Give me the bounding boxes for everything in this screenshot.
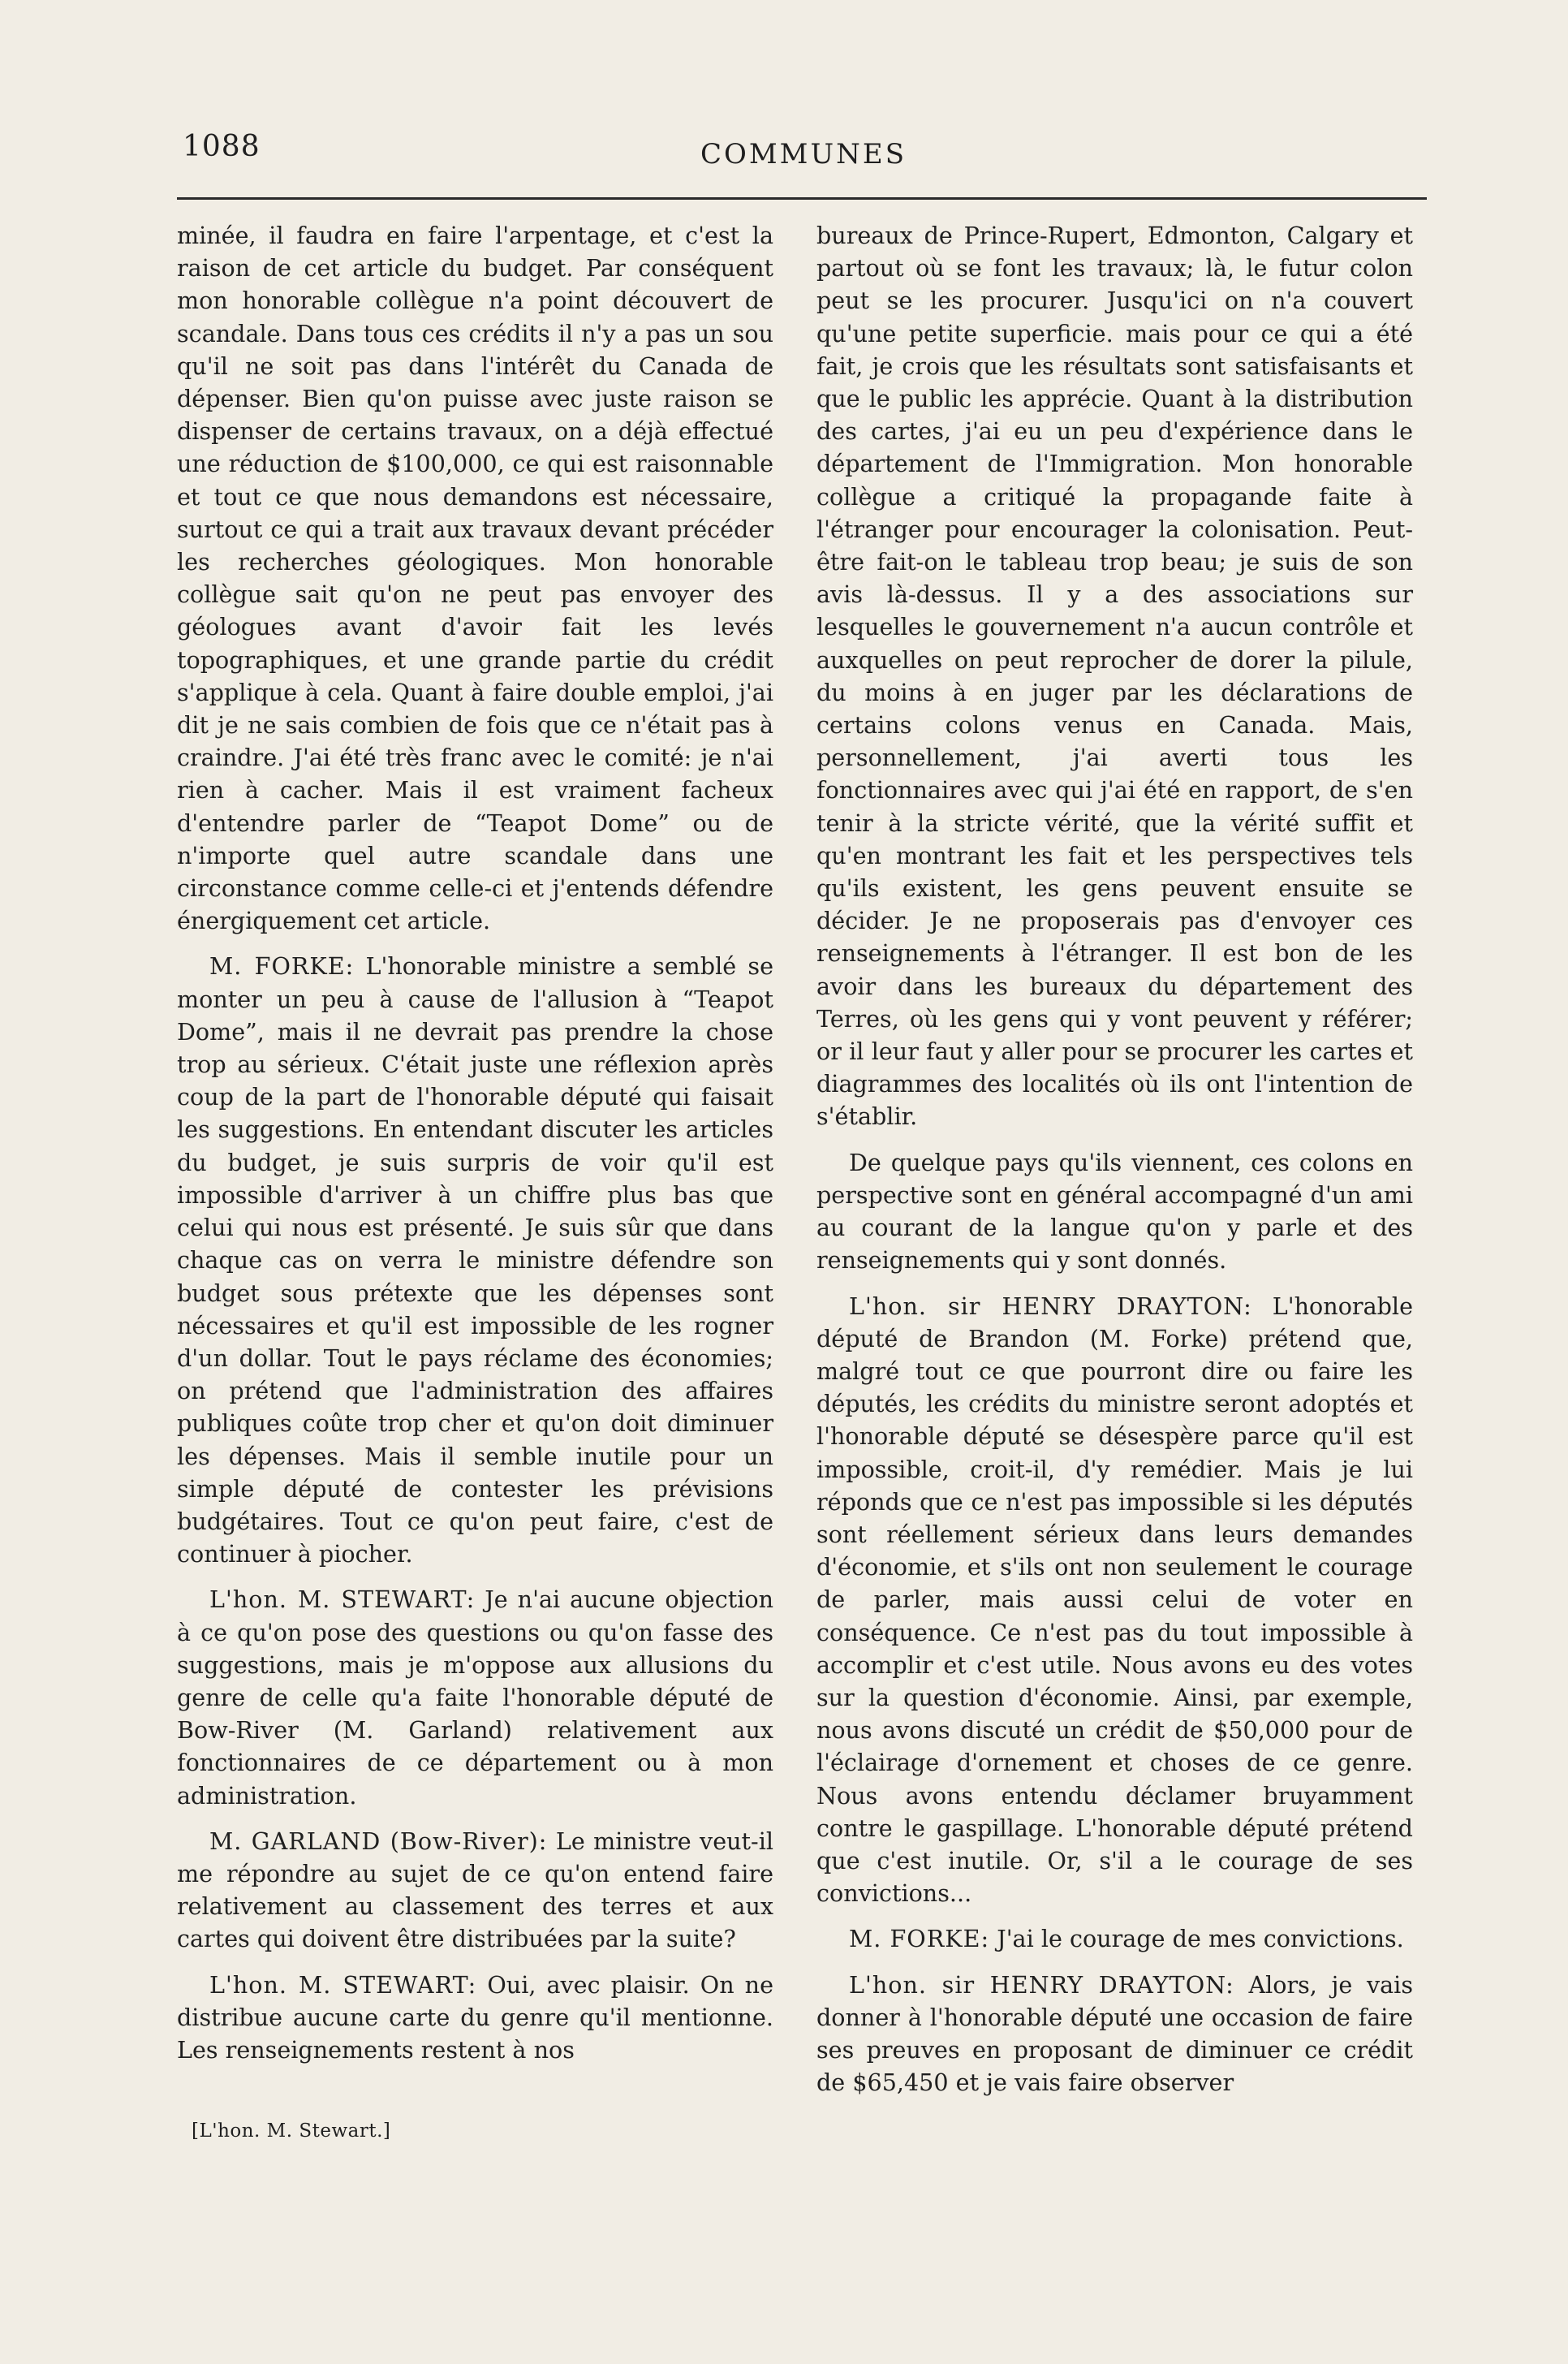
speech-text: J'ai le courage de mes convictions. — [997, 1925, 1404, 1953]
speaker-name: L'hon. sir HENRY DRAYTON: — [849, 1292, 1252, 1320]
paragraph — [177, 950, 773, 1570]
speaker-name: L'hon. sir HENRY DRAYTON: — [849, 1970, 1234, 1999]
speaker-name: M. GARLAND (Bow-River): — [209, 1827, 548, 1855]
left-column — [177, 219, 773, 2281]
footer-attribution: [L'hon. M. Stewart.] — [192, 2120, 391, 2142]
speech-text: Oui, avec plaisir. On ne distribue aucune carte du genre qu'il mentionne. Les renseignements restent à nos — [177, 1970, 774, 2064]
paragraph: minée, il faudra en faire l'arpentage, et c'est la raison de cet article du budget. Par conséquent mon honorable collègue n'a point découvert de scandale. Dans tous ces crédits il n'y a pas un sou qu'il ne soit pas dans l'intérêt du Canada de dépenser. Bien qu'on puisse avec juste raison se dispenser de certains travaux, on a déjà effectué une réduction de $100,000, ce qui est raisonnable et tout ce que nous demandons est nécessaire, surtout ce qui a trait aux travaux devant précéder les recherches géologiques. Mon honorable collègue sait qu'on ne peut pas envoyer des géologues avant d'avoir fait les levés topographiques, et une grande partie du crédit s'applique à cela. Quant à faire double emploi, j'ai dit je ne sais combien de fois que ce n'était pas à craindre. J'ai été très franc avec le comité: je n'ai rien à cacher. Mais il est vraiment facheux d'entendre parler de “Teapot Dome” ou de n'importe quel autre scandale dans une circonstance comme celle-ci et j'entends défendre énergiquement cet article. — [177, 222, 773, 935]
speaker-name: L'hon. M. STEWART: — [209, 1970, 477, 1999]
page-header — [183, 130, 1424, 187]
speech-text: Alors, je vais donner à l'honorable député une occasion de faire ses preuves en proposant de diminuer ce crédit de $65,450 et je vais faire observer — [816, 1970, 1413, 2097]
paragraph — [816, 1922, 1413, 1955]
speech-text: Le ministre veut-il me répondre au sujet de ce qu'on entend faire relativement au classement des terres et aux cartes qui doivent être distribuées par la suite? — [177, 1827, 773, 1953]
paragraph — [816, 1290, 1413, 1910]
paragraph: bureaux de Prince-Rupert, Edmonton, Calgary et partout où se font les travaux; là, le futur colon peut se les procurer. Jusqu'ici on n'a couvert qu'une petite superficie. mais pour ce qui a été fait, je crois que les résultats sont satisfaisants et que le public les apprécie. Quant à la distribution des cartes, j'ai eu un peu d'expérience dans le département de l'Immigration. Mon honorable collègue a critiqué la propagande faite à l'étranger pour encourager la colonisation. Peut-être fait-on le tableau trop beau; je suis de son avis là-dessus. Il y a des associations sur lesquelles le gouvernement n'a aucun contrôle et auxquelles on peut reprocher de dorer la pilule, du moins à en juger par les déclarations de certains colons venus en Canada. Mais, personnellement, j'ai averti tous les fonctionnaires avec qui j'ai été en rapport, de s'en tenir à la stricte vérité, que la vérité suffit et qu'en montrant les fait et les perspectives tels qu'ils existent, les gens peuvent ensuite se décider. Je ne proposerais pas d'envoyer ces renseignements à l'étranger. Il est bon de les avoir dans les bureaux du département des Terres, où les gens qui y vont peuvent y référer; or il leur faut y aller pour se procurer les cartes et diagrammes des localités où ils ont l'intention de s'établir. — [816, 222, 1413, 1131]
speech-text: Je n'ai aucune objection à ce qu'on pose des questions ou qu'on fasse des suggestions, mais je m'oppose aux allusions du genre de celle qu'a faite l'honorable député de Bow-River (M. Garland) relativement aux fonctionnaires de ce département ou à mon administration. — [177, 1585, 774, 1810]
right-column — [816, 219, 1413, 2281]
page-number: 1088 — [183, 130, 261, 163]
speech-text: L'honorable député de Brandon (M. Forke) prétend que, malgré tout ce que pourront dire ou faire les députés, les crédits du ministre seront adoptés et l'honorable député se désespère parce qu'il est impossible, croit-il, d'y remédier. Mais je lui réponds que ce n'est pas impossible si les députés sont réellement sérieux dans leurs demandes d'économie, et s'ils ont non seulement le courage de parler, mais aussi celui de voter en conséquence. Ce n'est pas du tout impossible à accomplir et c'est utile. Nous avons eu des votes sur la question d'économie. Ainsi, par exemple, nous avons discuté un crédit de $50,000 pour de l'éclairage d'ornement et choses de ce genre. Nous avons entendu déclamer bruyamment contre le gaspillage. L'honorable député prétend que c'est inutile. Or, s'il a le courage de ses convictions... — [816, 1292, 1413, 1908]
speaker-name: M. FORKE: — [209, 952, 355, 981]
speaker-name: M. FORKE: — [849, 1925, 990, 1953]
paragraph: De quelque pays qu'ils viennent, ces colons en perspective sont en général accompagné d'un ami au courant de la langue qu'on y parle et des renseignements qui y sont donnés. — [816, 1148, 1413, 1275]
speech-text: L'honorable ministre a semblé se monter un peu à cause de l'allusion à “Teapot Dome”, mais il ne devrait pas prendre la chose trop au sérieux. C'était juste une réflexion après coup de la part de l'honorable député qui faisait les suggestions. En entendant discuter les articles du budget, je suis surpris de voir qu'il est impossible d'arriver à un chiffre plus bas que celui qui nous est présenté. Je suis sûr que dans chaque cas on verra le ministre défendre son budget sous prétexte que les dépenses sont nécessaires et qu'il est impossible de les rogner d'un dollar. Tout le pays réclame des économies; on prétend que l'administration des affaires publiques coûte trop cher et qu'on doit diminuer les dépenses. Mais il semble inutile pour un simple député de contester les prévisions budgétaires. Tout ce qu'on peut faire, c'est de continuer à piocher. — [177, 952, 774, 1568]
paragraph — [177, 1583, 773, 1811]
paragraph — [816, 1969, 1413, 2099]
header-rule — [177, 197, 1427, 200]
paragraph — [177, 1825, 773, 1956]
running-title: COMMUNES — [700, 138, 907, 170]
speaker-name: L'hon. M. STEWART: — [209, 1585, 476, 1614]
paragraph — [177, 1969, 773, 2067]
